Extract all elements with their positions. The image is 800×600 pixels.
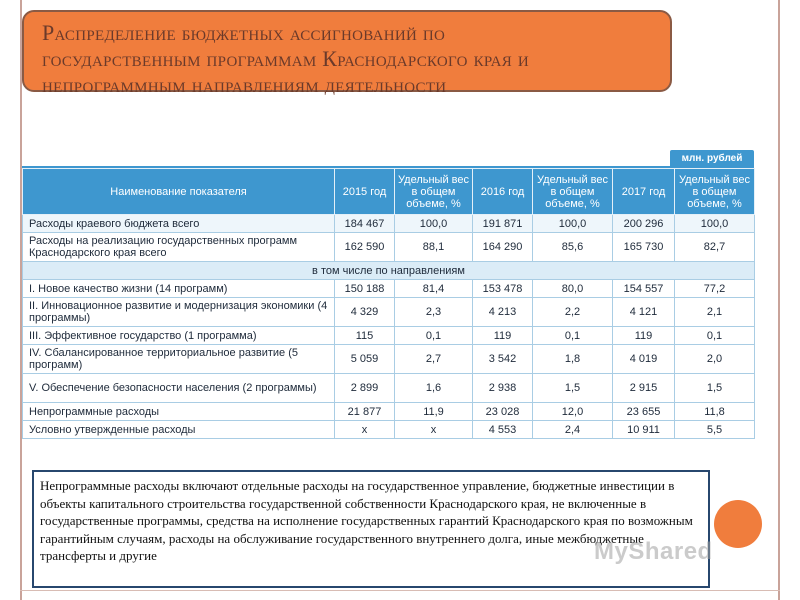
- row-name: I. Новое качество жизни (14 программ): [23, 280, 335, 298]
- cell-2015: 5 059: [335, 345, 395, 374]
- cell-share-2017: 100,0: [675, 215, 755, 233]
- cell-2016: 164 290: [473, 233, 533, 262]
- cell-share-2015: х: [395, 421, 473, 439]
- budget-table: [22, 168, 755, 439]
- cell-2017: 23 655: [613, 403, 675, 421]
- cell-2015: 184 467: [335, 215, 395, 233]
- cell-share-2015: 81,4: [395, 280, 473, 298]
- cell-2016: 23 028: [473, 403, 533, 421]
- cell-share-2017: 11,8: [675, 403, 755, 421]
- cell-2017: 2 915: [613, 374, 675, 403]
- row-name: Непрограммные расходы: [23, 403, 335, 421]
- cell-2015: 150 188: [335, 280, 395, 298]
- table-row: [23, 280, 755, 298]
- table-row: [23, 374, 755, 403]
- note-text: Непрограммные расходы включают отдельные расходы на государственное управление, бюджетные инвестиции в объекты капитального строительства государственной собственности Краснодарского края, не включенные в государственные программы, средства на исполнение государственных гарантий Краснодарского края по возможным гарантийным случаям, расходы на обслуживание государственного внутреннего долга, иные межбюджетные трансферты и другие: [40, 478, 693, 563]
- cell-share-2015: 2,3: [395, 298, 473, 327]
- header-share-2016: Удельный вес в общем объеме, %: [533, 169, 613, 215]
- header-2017: 2017 год: [613, 169, 675, 215]
- cell-2016: 153 478: [473, 280, 533, 298]
- header-share-2017: Удельный вес в общем объеме, %: [675, 169, 755, 215]
- table-subheader-row: [23, 262, 755, 280]
- cell-share-2017: 2,1: [675, 298, 755, 327]
- cell-share-2016: 100,0: [533, 215, 613, 233]
- cell-2017: 119: [613, 327, 675, 345]
- table-row: [23, 403, 755, 421]
- cell-share-2015: 100,0: [395, 215, 473, 233]
- slide-title-line-3: непрограммным направлениям деятельности: [42, 72, 447, 97]
- cell-share-2015: 88,1: [395, 233, 473, 262]
- table-row: [23, 345, 755, 374]
- cell-share-2015: 0,1: [395, 327, 473, 345]
- header-name: Наименование показателя: [23, 169, 335, 215]
- cell-share-2016: 2,2: [533, 298, 613, 327]
- cell-2016: 2 938: [473, 374, 533, 403]
- watermark-text: MyShared: [594, 538, 713, 565]
- cell-share-2017: 0,1: [675, 327, 755, 345]
- cell-2017: 200 296: [613, 215, 675, 233]
- slide-frame-bottom: [20, 590, 780, 591]
- table-header-row: [23, 169, 755, 215]
- table-row: [23, 233, 755, 262]
- cell-2016: 4 553: [473, 421, 533, 439]
- row-name: Условно утвержденные расходы: [23, 421, 335, 439]
- row-name: Расходы краевого бюджета всего: [23, 215, 335, 233]
- cell-2016: 3 542: [473, 345, 533, 374]
- row-name: V. Обеспечение безопасности населения (2 программы): [23, 374, 335, 403]
- cell-share-2016: 0,1: [533, 327, 613, 345]
- cell-share-2016: 1,8: [533, 345, 613, 374]
- row-name: III. Эффективное государство (1 программа): [23, 327, 335, 345]
- cell-share-2017: 82,7: [675, 233, 755, 262]
- cell-share-2016: 85,6: [533, 233, 613, 262]
- slide-title-line-2: государственным программам Краснодарского края и: [42, 46, 529, 71]
- header-2015: 2015 год: [335, 169, 395, 215]
- cell-2016: 191 871: [473, 215, 533, 233]
- cell-2016: 4 213: [473, 298, 533, 327]
- cell-share-2016: 12,0: [533, 403, 613, 421]
- row-name: Расходы на реализацию государственных программ Краснодарского края всего: [23, 233, 335, 262]
- slide-frame-right: [778, 0, 780, 600]
- cell-2016: 119: [473, 327, 533, 345]
- slide-title-line-1: Распределение бюджетных ассигнований по: [42, 20, 446, 45]
- cell-2015: 21 877: [335, 403, 395, 421]
- header-share-2015: Удельный вес в общем объеме, %: [395, 169, 473, 215]
- cell-share-2017: 77,2: [675, 280, 755, 298]
- cell-2015: х: [335, 421, 395, 439]
- cell-share-2017: 5,5: [675, 421, 755, 439]
- cell-2015: 2 899: [335, 374, 395, 403]
- cell-share-2015: 1,6: [395, 374, 473, 403]
- table-row: [23, 215, 755, 233]
- slide-title-box: [22, 10, 672, 97]
- header-2016: 2016 год: [473, 169, 533, 215]
- cell-2015: 162 590: [335, 233, 395, 262]
- note-box: [32, 470, 710, 588]
- cell-share-2016: 80,0: [533, 280, 613, 298]
- cell-share-2015: 2,7: [395, 345, 473, 374]
- cell-share-2016: 1,5: [533, 374, 613, 403]
- cell-share-2017: 2,0: [675, 345, 755, 374]
- subheader-cell: в том числе по направлениям: [23, 262, 755, 280]
- cell-share-2017: 1,5: [675, 374, 755, 403]
- unit-label: млн. рублей: [670, 150, 754, 168]
- cell-share-2016: 2,4: [533, 421, 613, 439]
- cell-2015: 4 329: [335, 298, 395, 327]
- table-row: [23, 327, 755, 345]
- table-row: [23, 421, 755, 439]
- cell-2015: 115: [335, 327, 395, 345]
- row-name: IV. Сбалансированное территориальное развитие (5 программ): [23, 345, 335, 374]
- cell-2017: 165 730: [613, 233, 675, 262]
- table-row: [23, 298, 755, 327]
- cell-2017: 154 557: [613, 280, 675, 298]
- cell-share-2015: 11,9: [395, 403, 473, 421]
- decorative-orange-circle: [714, 500, 762, 548]
- cell-2017: 4 121: [613, 298, 675, 327]
- row-name: II. Инновационное развитие и модернизация экономики (4 программы): [23, 298, 335, 327]
- cell-2017: 10 911: [613, 421, 675, 439]
- cell-2017: 4 019: [613, 345, 675, 374]
